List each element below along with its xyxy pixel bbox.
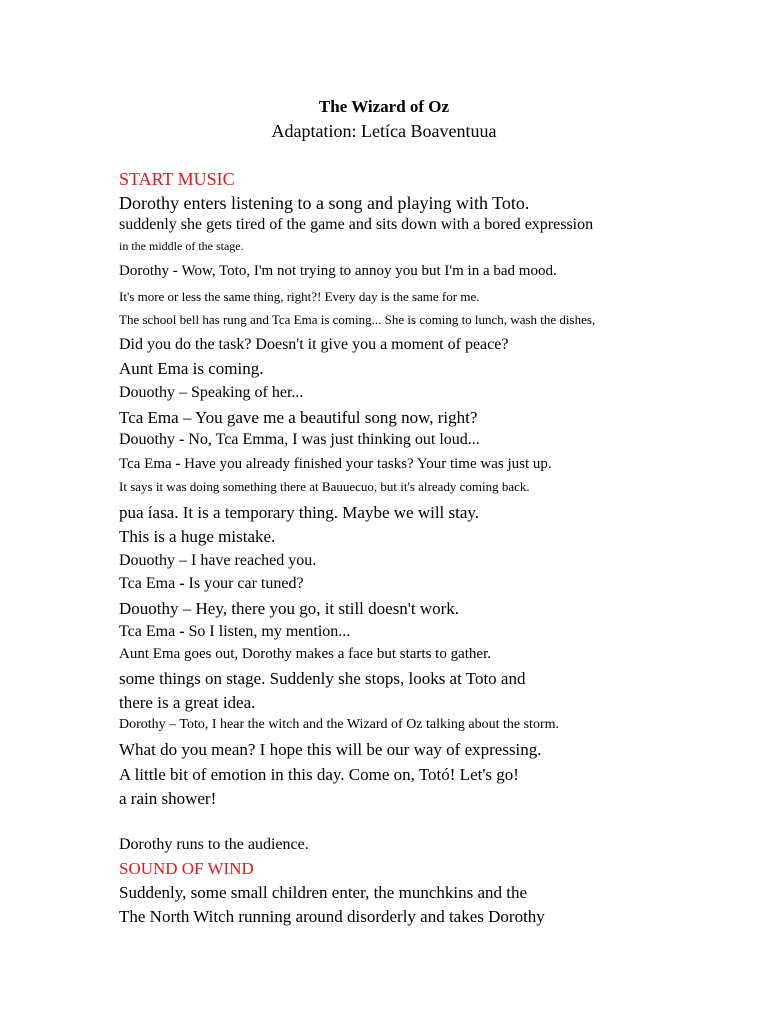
script-line: Douothy – I have reached you. <box>119 552 317 569</box>
script-line: The North Witch running around disorderly and takes Dorothy <box>119 907 545 926</box>
document-title: The Wizard of Oz <box>318 97 450 116</box>
script-line: pua íasa. It is a temporary thing. Maybe we will stay. <box>119 503 480 522</box>
speaker-name: Douothy <box>119 431 175 448</box>
script-line: Dorothy enters listening to a song and playing with Toto. <box>119 193 530 213</box>
script-line: in the middle of the stage. <box>119 239 244 253</box>
speaker-separator: - <box>175 623 189 640</box>
dialogue-text: Wow, Toto, I'm not trying to annoy you but I'm in a bad mood. <box>181 263 557 279</box>
script-line: It says it was doing something there at Bauuecuo, but it's already coming back. <box>119 479 530 494</box>
speaker-name: Tca Ema <box>119 623 176 640</box>
script-line: Dorothy – Toto, I hear the witch and the Wizard of Oz talking about the storm. <box>119 717 559 732</box>
document-subtitle: Adaptation: Letíca Boaventuua <box>271 121 497 141</box>
stage-direction-start-music: START MUSIC <box>119 169 235 189</box>
script-line: Did you do the task? Doesn't it give you a moment of peace? <box>119 336 509 353</box>
dialogue-text: Have you already finished your tasks? Your time was just up. <box>184 456 552 472</box>
script-line: Aunt Ema goes out, Dorothy makes a face but starts to gather. <box>119 646 491 662</box>
script-line: Dorothy runs to the audience. <box>119 836 309 853</box>
dialogue-line <box>119 262 557 281</box>
script-line: there is a great idea. <box>119 693 256 712</box>
script-line: some things on stage. Suddenly she stops, looks at Toto and <box>119 669 526 688</box>
speaker-name: Tca Ema <box>119 456 172 472</box>
speaker-separator: - <box>169 263 182 279</box>
speaker-separator: - <box>175 431 189 448</box>
script-line: Tca Ema – You gave me a beautiful song now, right? <box>119 408 478 427</box>
dialogue-line <box>119 430 480 450</box>
speaker-separator: - <box>171 456 185 472</box>
speaker-name: Tca Ema <box>119 575 176 592</box>
script-line: suddenly she gets tired of the game and sits down with a bored expression <box>119 216 594 233</box>
script-line: A little bit of emotion in this day. Come on, Totó! Let's go! <box>119 765 519 784</box>
script-line: The school bell has rung and Tca Ema is coming... She is coming to lunch, wash the dishes, <box>119 312 596 327</box>
script-line: It's more or less the same thing, right?! Every day is the same for me. <box>119 289 480 304</box>
dialogue-text: No, Tca Emma, I was just thinking out loud... <box>188 431 480 448</box>
speaker-name: Dorothy <box>119 263 169 279</box>
script-line: Suddenly, some small children enter, the munchkins and the <box>119 883 528 902</box>
script-line: Douothy – Hey, there you go, it still doesn't work. <box>119 599 460 618</box>
speaker-separator: - <box>175 575 189 592</box>
dialogue-text: Is your car tuned? <box>188 575 304 592</box>
dialogue-line <box>119 574 304 594</box>
script-line: This is a huge mistake. <box>119 527 276 546</box>
script-line: Douothy – Speaking of her... <box>119 384 304 401</box>
script-line: a rain shower! <box>119 789 217 808</box>
script-line: What do you mean? I hope this will be our way of expressing. <box>119 740 542 759</box>
dialogue-line <box>119 622 350 642</box>
script-line: Aunt Ema is coming. <box>119 359 264 378</box>
stage-direction-sound-of-wind: SOUND OF WIND <box>119 859 254 878</box>
dialogue-line <box>119 455 552 474</box>
dialogue-text: So I listen, my mention... <box>188 623 351 640</box>
